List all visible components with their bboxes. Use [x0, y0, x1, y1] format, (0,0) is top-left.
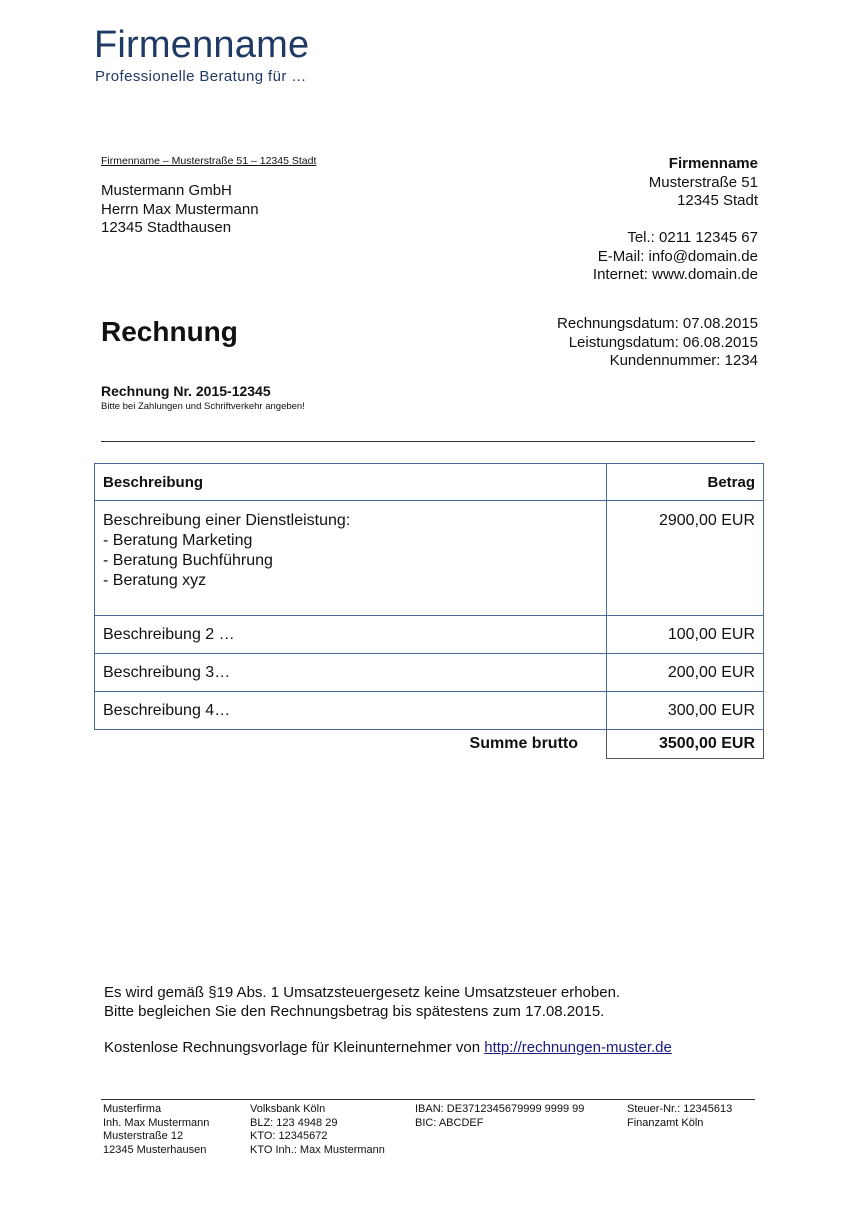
- company-logo-title: Firmenname: [94, 24, 310, 66]
- footer-company: [103, 1103, 209, 1157]
- recipient-company: Mustermann GmbH: [101, 182, 232, 199]
- recipient-address: [101, 182, 259, 238]
- template-note: Kostenlose Rechnungsvorlage für Kleinunternehmer von: [104, 1039, 481, 1056]
- invoice-date: Rechnungsdatum: 07.08.2015: [557, 315, 758, 332]
- column-header-description: Beschreibung: [95, 464, 607, 501]
- table-row: [95, 616, 764, 654]
- item-description-line: - Beratung Marketing: [103, 532, 253, 549]
- footer-separator-line: [101, 1099, 755, 1100]
- invoice-number: Rechnung Nr. 2015-12345: [101, 383, 271, 399]
- recipient-city: 12345 Stadthausen: [101, 219, 232, 236]
- total-amount: 3500,00 EUR: [607, 730, 764, 759]
- service-date: Leistungsdatum: 06.08.2015: [568, 333, 758, 351]
- item-description: [95, 501, 607, 616]
- invoice-items-table: [94, 463, 764, 759]
- tax-note: Es wird gemäß §19 Abs. 1 Umsatzsteuergesetz keine Umsatzsteuer erhoben.: [104, 984, 621, 1001]
- item-description: Beschreibung 2 …: [95, 616, 607, 654]
- footer-line: Musterfirma: [103, 1103, 162, 1115]
- footer-line: KTO Inh.: Max Mustermann: [250, 1143, 385, 1156]
- footer-line: BLZ: 123 4948 29: [250, 1116, 338, 1129]
- company-city: 12345 Stadt: [677, 192, 758, 209]
- footer-iban: [415, 1103, 584, 1130]
- document-title: Rechnung: [101, 316, 238, 347]
- table-row: [95, 692, 764, 730]
- item-description-line: Beschreibung einer Dienstleistung:: [103, 512, 351, 529]
- template-note-line: [104, 1038, 672, 1057]
- footer-line: 12345 Musterhausen: [103, 1143, 207, 1156]
- company-contact: [593, 229, 758, 285]
- total-label: Summe brutto: [469, 735, 578, 753]
- company-email: E-Mail: info@domain.de: [597, 247, 758, 265]
- footer-tax: [627, 1103, 732, 1130]
- closing-notes: [104, 983, 672, 1057]
- company-phone: Tel.: 0211 12345 67: [627, 229, 758, 246]
- footer-line: Finanzamt Köln: [627, 1116, 704, 1129]
- template-link[interactable]: http://rechnungen-muster.de: [484, 1039, 672, 1056]
- item-description-line: - Beratung Buchführung: [103, 552, 273, 569]
- table-row: [95, 501, 764, 616]
- company-tagline: Professionelle Beratung für …: [95, 68, 307, 85]
- company-name: Firmenname: [668, 155, 758, 172]
- item-amount: 100,00 EUR: [607, 616, 764, 654]
- invoice-number-note: Bitte bei Zahlungen und Schriftverkehr angeben!: [101, 401, 305, 412]
- recipient-person: Herrn Max Mustermann: [101, 200, 259, 218]
- item-description: Beschreibung 4…: [95, 692, 607, 730]
- total-row: [95, 730, 764, 759]
- item-amount: 200,00 EUR: [607, 654, 764, 692]
- item-description-line: - Beratung xyz: [103, 572, 207, 589]
- footer-line: Volksbank Köln: [250, 1103, 326, 1115]
- company-street: Musterstraße 51: [648, 173, 758, 191]
- payment-note: Bitte begleichen Sie den Rechnungsbetrag bis spätestens zum 17.08.2015.: [104, 1003, 605, 1020]
- separator-line: [101, 441, 755, 442]
- item-amount: 2900,00 EUR: [607, 501, 764, 616]
- company-address: [649, 155, 758, 211]
- footer-line: KTO: 12345672: [250, 1130, 328, 1142]
- column-header-amount: Betrag: [607, 464, 764, 501]
- table-header-row: [95, 464, 764, 501]
- footer-bank: [250, 1103, 385, 1157]
- footer-line: IBAN: DE3712345679999 9999 99: [415, 1103, 585, 1115]
- footer-line: Musterstraße 12: [103, 1130, 184, 1142]
- footer-line: Steuer-Nr.: 12345613: [627, 1103, 733, 1115]
- footer-line: Inh. Max Mustermann: [103, 1116, 210, 1129]
- sender-return-address: Firmenname – Musterstraße 51 – 12345 Stadt: [101, 155, 317, 167]
- item-amount: 300,00 EUR: [607, 692, 764, 730]
- footer-line: BIC: ABCDEF: [415, 1116, 484, 1129]
- table-row: [95, 654, 764, 692]
- item-description: Beschreibung 3…: [95, 654, 607, 692]
- company-internet: Internet: www.domain.de: [592, 266, 758, 283]
- customer-number: Kundennummer: 1234: [609, 352, 758, 369]
- invoice-dates: [557, 315, 758, 371]
